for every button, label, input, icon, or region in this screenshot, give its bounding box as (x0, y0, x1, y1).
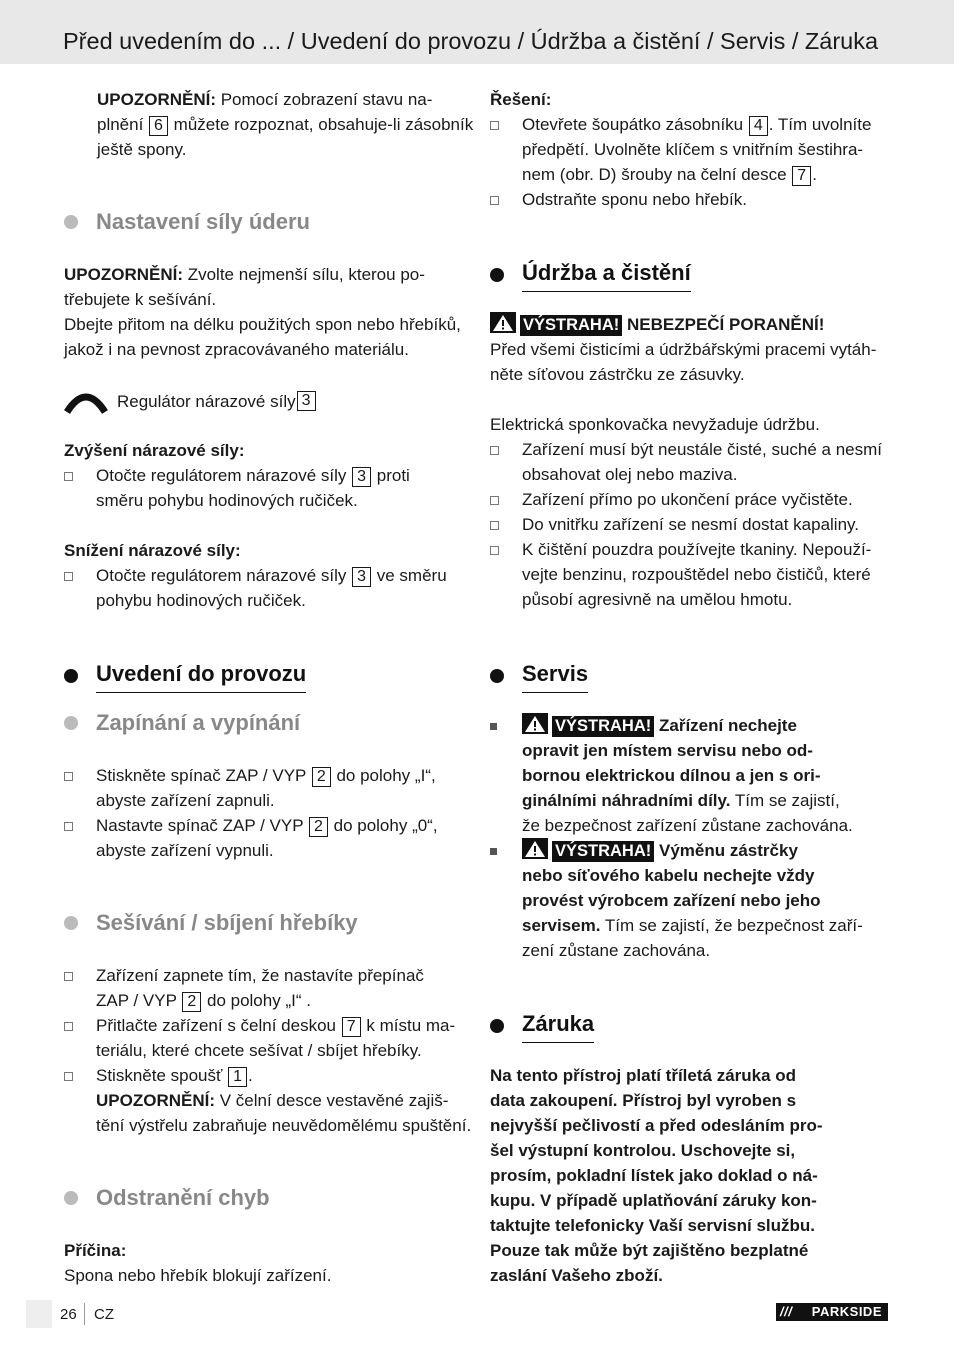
warning-triangle-icon (522, 713, 548, 734)
checkbox-bullet-icon (490, 121, 499, 130)
square-bullet-icon (490, 723, 497, 730)
ref-number: 3 (297, 391, 316, 411)
section-heading-staple: Sešívání / sbíjení hřebíky (64, 908, 358, 938)
section-heading-service: Servis (490, 659, 588, 693)
list-item: Nastavte spínač ZAP / VYP 2 do polohy „0“, abyste zařízení vypnuli. (64, 813, 464, 863)
list-item: Přitlačte zařízení s čelní deskou 7 k místu ma- teriálu, které chcete sešívat / sbíjet hřebíky. (64, 1013, 474, 1063)
checkbox-bullet-icon (490, 446, 499, 455)
warning-triangle-icon (490, 312, 516, 333)
list-item: VÝSTRAHA! Výměnu zástrčky nebo síťového kabelu nechejte vždy provést výrobcem zařízení nebo jeho servisem. Tím se zajistí, že bezpečnost zaří- zení zůstane zachována. (490, 838, 890, 963)
list-item: Zařízení zapnete tím, že nastavíte přepínač ZAP / VYP 2 do polohy „I“ . (64, 963, 474, 1013)
warning-label: VÝSTRAHA! (552, 841, 654, 862)
onoff-list (64, 763, 464, 863)
list-item: Stiskněte spínač ZAP / VYP 2 do polohy „I“, abyste zařízení zapnuli. (64, 763, 464, 813)
checkbox-bullet-icon (64, 1072, 73, 1081)
bullet-dot-icon (64, 916, 78, 930)
section-heading-force: Nastavení síly úderu (64, 207, 310, 237)
page-title: Před uvedením do ... / Uvedení do provozu / Údržba a čistění / Servis / Záruka (63, 28, 879, 54)
section-heading-warranty: Záruka (490, 1009, 594, 1043)
list-item: Otočte regulátorem nárazové síly 3 ve směru pohybu hodinových ručiček. (64, 563, 464, 613)
force-regulator-icon (64, 388, 108, 414)
staple-list (64, 963, 474, 1138)
section-heading-trouble: Odstranění chyb (64, 1183, 270, 1213)
service-block (490, 713, 890, 963)
checkbox-bullet-icon (64, 1022, 73, 1031)
language-code: CZ (94, 1306, 114, 1323)
checkbox-bullet-icon (490, 196, 499, 205)
warning-label: VÝSTRAHA! (552, 716, 654, 737)
page-number: 26 (26, 1300, 84, 1328)
bullet-dot-icon (64, 669, 78, 683)
bullet-dot-icon (64, 215, 78, 229)
ref-number: 6 (149, 116, 168, 136)
page-header (0, 0, 954, 64)
list-item: Zařízení přímo po ukončení práce vyčistěte. (490, 487, 890, 512)
warranty-text: Na tento přístroj platí tříletá záruka od data zakoupení. Přístroj byl vyroben s nejvyšší pečlivostí a před odesláním pro- šel výstupní kontrolou. Uschovejte si, prosím, pokladní lístek jako doklad o ná- kupu. V případě uplatňování záruky kon- taktujte telefonicky Vaší servisní službu. Pouze tak může být zajištěno bezplatné zaslání Vašeho zboží. (490, 1066, 823, 1285)
solution-block: Řešení: Otevřete šoupátko zásobníku 4 . Tím uvolníte předpětí. Uvolněte klíčem s vnitřním šestihra- nem (obr. D) šrouby na čelní desce 7 . Odstraňte sponu nebo hřebík. (490, 87, 890, 212)
checkbox-bullet-icon (64, 822, 73, 831)
list-item: Do vnitřku zařízení se nesmí dostat kapaliny. (490, 512, 890, 537)
section-heading-start: Uvedení do provozu (64, 659, 306, 693)
list-item: Stiskněte spoušť 1 . UPOZORNĚNÍ: V čelní desce vestavěné zajiš- tění výstřelu zabraňuje neuvědomělému spuštění. (64, 1063, 474, 1138)
warning-triangle-icon (522, 838, 548, 859)
checkbox-bullet-icon (64, 972, 73, 981)
list-item: Otočte regulátorem nárazové síly 3 proti směru pohybu hodinových ručiček. (64, 463, 464, 513)
increase-force: Zvýšení nárazové síly: Otočte regulátorem nárazové síly 3 proti směru pohybu hodinových ručiček. (64, 438, 464, 513)
decrease-force: Snížení nárazové síly: Otočte regulátorem nárazové síly 3 ve směru pohybu hodinových ručiček. (64, 538, 464, 613)
list-item: VÝSTRAHA! Zařízení nechejte opravit jen místem servisu nebo od- bornou elektrickou dílnou a jen s ori- ginálními náhradními díly. Tím se zajistí, že bezpečnost zařízení zůstane zachována. (490, 713, 890, 838)
square-bullet-icon (490, 848, 497, 855)
bullet-dot-icon (490, 1019, 504, 1033)
list-item: Zařízení musí být neustále čisté, suché a nesmí obsahovat olej nebo maziva. (490, 437, 890, 487)
checkbox-bullet-icon (64, 772, 73, 781)
bullet-dot-icon (490, 669, 504, 683)
checkbox-bullet-icon (490, 496, 499, 505)
bullet-dot-icon (64, 1191, 78, 1205)
list-item: Otevřete šoupátko zásobníku 4 . Tím uvolníte předpětí. Uvolněte klíčem s vnitřním šestihra- nem (obr. D) šrouby na čelní desce 7 . (490, 112, 890, 187)
checkbox-bullet-icon (490, 521, 499, 530)
warning-label: VÝSTRAHA! (520, 315, 622, 336)
section-heading-maintenance: Údržba a čistění (490, 258, 691, 292)
checkbox-bullet-icon (490, 546, 499, 555)
section-heading-onoff: Zapínání a vypínání (64, 708, 300, 738)
bullet-dot-icon (64, 716, 78, 730)
brand-logo: /// PARKSIDE (776, 1303, 888, 1321)
bullet-dot-icon (490, 268, 504, 282)
checkbox-bullet-icon (64, 572, 73, 581)
list-item: Odstraňte sponu nebo hřebík. (490, 187, 890, 212)
regulator-row: Regulátor nárazové síly 3 (64, 388, 464, 414)
list-item: K čištění pouzdra používejte tkaniny. Nepouží- vejte benzinu, rozpouštědel nebo čističů, které působí agresivně na umělou hmotu. (490, 537, 890, 612)
cause-block: Příčina: Spona nebo hřebík blokují zařízení. (64, 1241, 332, 1285)
checkbox-bullet-icon (64, 472, 73, 481)
note-force: UPOZORNĚNÍ: Zvolte nejmenší sílu, kterou po- třebujete k sešívání. Dbejte přitom na délku použitých spon nebo hřebíků, jakož i na pevnost zpracovávaného materiálu. (64, 265, 461, 359)
maintenance-block: VÝSTRAHA! NEBEZPEČÍ PORANĚNÍ! Před všemi čisticími a údržbářskými pracemi vytáh- něte síťovou zástrčku ze zásuvky. Elektrická sponkovačka nevyžaduje údržbu. Zařízení musí být neustále čisté, suché a nesmí obsahovat olej nebo maziva. Zařízení přímo po ukončení práce vyčistěte. Do vnitřku zařízení se nesmí dostat kapaliny. K čištění pouzdra používejte tkaniny. Nepouží- vejte benzinu, rozpouštědel nebo čističů, které působí agresivně na umělou hmotu. (490, 312, 890, 612)
note-fill-level: UPOZORNĚNÍ: Pomocí zobrazení stavu na- plnění 6 můžete rozpoznat, obsahuje-li zásobník ještě spony. (97, 90, 474, 159)
footer-divider (84, 1303, 85, 1325)
